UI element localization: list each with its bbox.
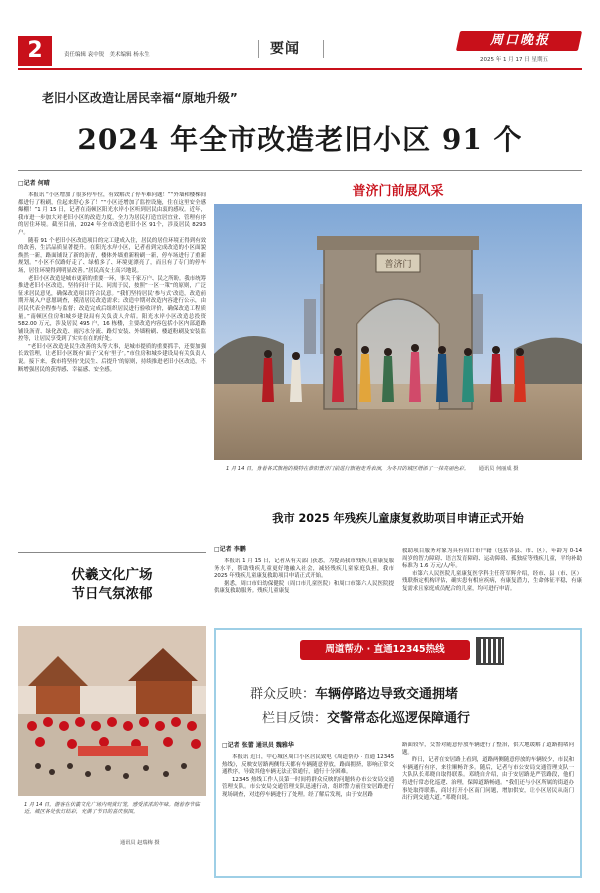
gate-photo-illustration <box>214 204 582 460</box>
side-story-rule <box>18 552 206 553</box>
lead-paragraph: 本报讯 “小区增加了很多停车位，有效解决了停车难问题！”“外墙和楼梯间都进行了粉刷，住起来舒心多了！”“小区还增加了监控设施，住在这里安全感爆棚！”1 月 15 日，记者在南顿区阳光水岸小区听到居民由衷的感叹。近年，我市进一步加大对老旧小区的改造力度，全力为居民打造宜居宜业、管理有序的居住环境。截至目前，2024 年全市改造老旧小区 91个，涉及居民 8293 户。 <box>18 192 206 236</box>
editor-line-1: 责任编辑 袁中锐 <box>64 52 105 58</box>
plaza-photo-credit: 通讯员 赵瑞梅 摄 <box>120 840 160 846</box>
lead-byline: □记者 何晴 <box>18 180 50 187</box>
masthead-rule <box>18 68 582 70</box>
hotline-col-2 <box>402 742 574 872</box>
gate-photo <box>214 204 582 460</box>
rehab-col-2 <box>402 548 582 618</box>
lead-kicker: 老旧小区改造让居民幸福“原地升级” <box>42 91 238 105</box>
rehab-headline: 我市 2025 年残疾儿童康复救助项目申请正式开始 <box>272 512 524 525</box>
hotline-headline-1-label: 群众反映： <box>250 687 316 702</box>
gate-caption-text: 1 月 14 日，身着各式旗袍的模特在淮阳普济门前进行旗袍走秀表演，为冬日的城区增添了一抹亮丽色彩。 <box>226 466 470 472</box>
gate-photo-caption <box>226 466 576 473</box>
section-title: 要闻 <box>270 41 300 57</box>
page-number: 2 <box>27 38 43 63</box>
section-divider-right <box>323 40 324 58</box>
issue-date: 2025 年 1 月 17 日 星期五 <box>480 57 548 63</box>
gate-photo-credit: 通讯员 何丽成 摄 <box>478 466 519 472</box>
rehab-paragraph: 救助项目服务对象为具有周口市户籍（包括各县、市、区），年龄为 0-14 周岁的智力障碍、语言发育障碍、运动障碍、孤独症等残疾儿童，平均补助标准为 1.6 万元/人/年。 <box>402 548 582 570</box>
side-title-line-2: 节日气氛浓郁 <box>71 586 153 602</box>
side-title-line-1: 伏羲文化广场 <box>71 567 153 583</box>
qr-code-icon <box>476 637 504 665</box>
hotline-byline: □记者 张蕾 通讯员 魏雅华 <box>222 742 294 749</box>
hotline-paragraph: 路面较窄，交警对随意停放车辆进行了整治，供大地缓解了道路拥堵问题。 <box>402 742 574 756</box>
plaza-photo-caption <box>24 802 200 816</box>
hotline-col-1 <box>222 754 394 872</box>
editor-line-2: 美术编辑 杨永生 <box>109 52 150 58</box>
side-story-title <box>18 566 206 604</box>
hotline-banner-text: 周道帮办 · 直通12345热线 <box>325 644 445 655</box>
lead-paragraph: “老旧小区改造是民生改善的头等大事，是城市提质的重要抓手，还要加强长效管理，让老旧小区既有‘面子’又有‘里子’。”市住房和城乡建设局有关负责人说。接下来，我市将坚持‘先民生、后提升’的原则，持续推进老旧小区改造，不断增强居民的获得感、幸福感、安全感。 <box>18 343 206 373</box>
plaza-caption-text: 1 月 14 日，游客在伏羲文化广场内观赏灯笼，感受浓浓的年味。随着春节临近，城区各处张灯结彩，充满了节日的喜庆氛围。 <box>24 802 200 816</box>
plaza-photo <box>18 626 206 796</box>
page-number-box <box>18 36 52 66</box>
hotline-headline-2-label: 栏目反馈： <box>262 711 328 726</box>
hotline-paragraph: 昨日，记者在安居路上看到，道路两侧随意停放的车辆较少，市民和车辆通行有序，来往顺畅许多。随后，记者与市公安局交通管理支队一大队队长邓晓自取得联系。邓晓自介绍，由于安居路是严管路段，他们将进行常态化巡逻、治理，保障道路畅通。“我们还与小区所属的街道办事处取得联系，商讨打开小区南门问题，增加供安，让小区居民从南门出行到交通大道。”邓晓自说。 <box>402 757 574 802</box>
plaza-photo-illustration <box>18 626 206 796</box>
rehab-paragraph: 据悉，周口市妇幼保健院（周口市儿童医院）和周口市第六人民医院提供康复救助服务。残疾儿童康复 <box>214 580 394 595</box>
lead-headline: 2024 年全市改造老旧小区 91 个 <box>77 123 523 156</box>
hotline-headline-1-text: 车辆停路边导致交通拥堵 <box>315 687 459 702</box>
hotline-headline-2 <box>262 707 470 726</box>
lead-paragraph: 随着 91 个老旧小区改造项目的完工建成入住，居民的居住环境正得到有效的改善，生活品质显著提升。在阳光水岸小区，记者看到完成改造的小区面貌焕然一新，路面铺设了新的沥青，楼体外墙重新粉刷一新，停车场进行了重新规划。“小区不仅路好走了、绿植多了、环境更漂亮了，而且有了专门的停车场，居住环境得到明显改善。”居民高女士高兴地说。 <box>18 237 206 274</box>
hotline-paragraph: 12345 热线工作人员第一时间将群众反映的问题转办市公安局交通管理支队。市公安局交通管理支队迅速行动，组织警力前往安居路进行现场调查，对违停车辆进行了处理。经了解后发现，由于安居路 <box>222 776 394 798</box>
masthead <box>0 0 600 72</box>
rehab-byline: □记者 李鹏 <box>214 546 246 553</box>
logo-text: 周口晚报 <box>489 33 550 48</box>
section-divider-left <box>258 40 259 58</box>
hotline-headline-1 <box>250 683 458 702</box>
rehab-paragraph: 本报讯 1 月 15 日，记者从有关部门获悉，为提高我市残疾儿童康复服务水平，帮助残疾儿童更好地融入社会，减轻残疾儿童家庭负担，我市 2025 年残疾儿童康复救助项目申请正式开始。 <box>214 558 394 580</box>
hotline-paragraph: 本报讯 近日，中心城区周口小区居民致电《周道帮办 · 直通 12345 热线》，反映安居路两侧每天都有车辆随意停放，路面拥挤，影响正常交通秩序，导致其他车辆无法正常通行，通行十分困难。 <box>222 754 394 776</box>
rehab-paragraph: 市第六人民医院儿童康复医学科主任符军辉介绍，经市、县（市、区）残联指定机构评估，确实患有相应疾病，有康复潜力，生命体征平稳，有康复需求且家庭成员配合的儿童，均可进行申请。 <box>402 570 582 592</box>
headline-rule <box>18 170 582 171</box>
gate-plaque-text: 普济门 <box>384 260 412 270</box>
hotline-headline-2-text: 交警常态化巡逻保障通行 <box>327 711 471 726</box>
rehab-col-1 <box>214 558 394 618</box>
lead-paragraph: 老旧小区改造是城市更新的重要一环，事关千家万户、民之所盼。我市统筹推进老旧小区改造，坚持问计于民、问需于民，按照“一区一策”的原则，广泛征求居民意见，确保改造项目符合民意。“我们坚持居民‘参与式’改造，改造前期开展入户意愿调查，摸清居民改造需求；改造中期对改造内容进行公示，由居民代表全程参与监督；改造完成后组织居民进行验收评价，确保改造工程质量。”南顿区住房和城乡建设局有关负责人介绍。阳光水岸小区改造总投资 582.00 万元，涉及居民 495 户，16 栋楼，主要改造内容包括小区内部道路铺设沥青、绿化改造、雨污水分流、路灯安装、外墙粉刷、楼道粉刷及安装监控等，让居民享受到了实实在在的好处。 <box>18 275 206 343</box>
editor-credits <box>64 52 150 59</box>
hotline-banner <box>300 640 470 660</box>
lead-body <box>18 192 206 544</box>
photo-story-title: 普济门前展风采 <box>352 184 444 199</box>
